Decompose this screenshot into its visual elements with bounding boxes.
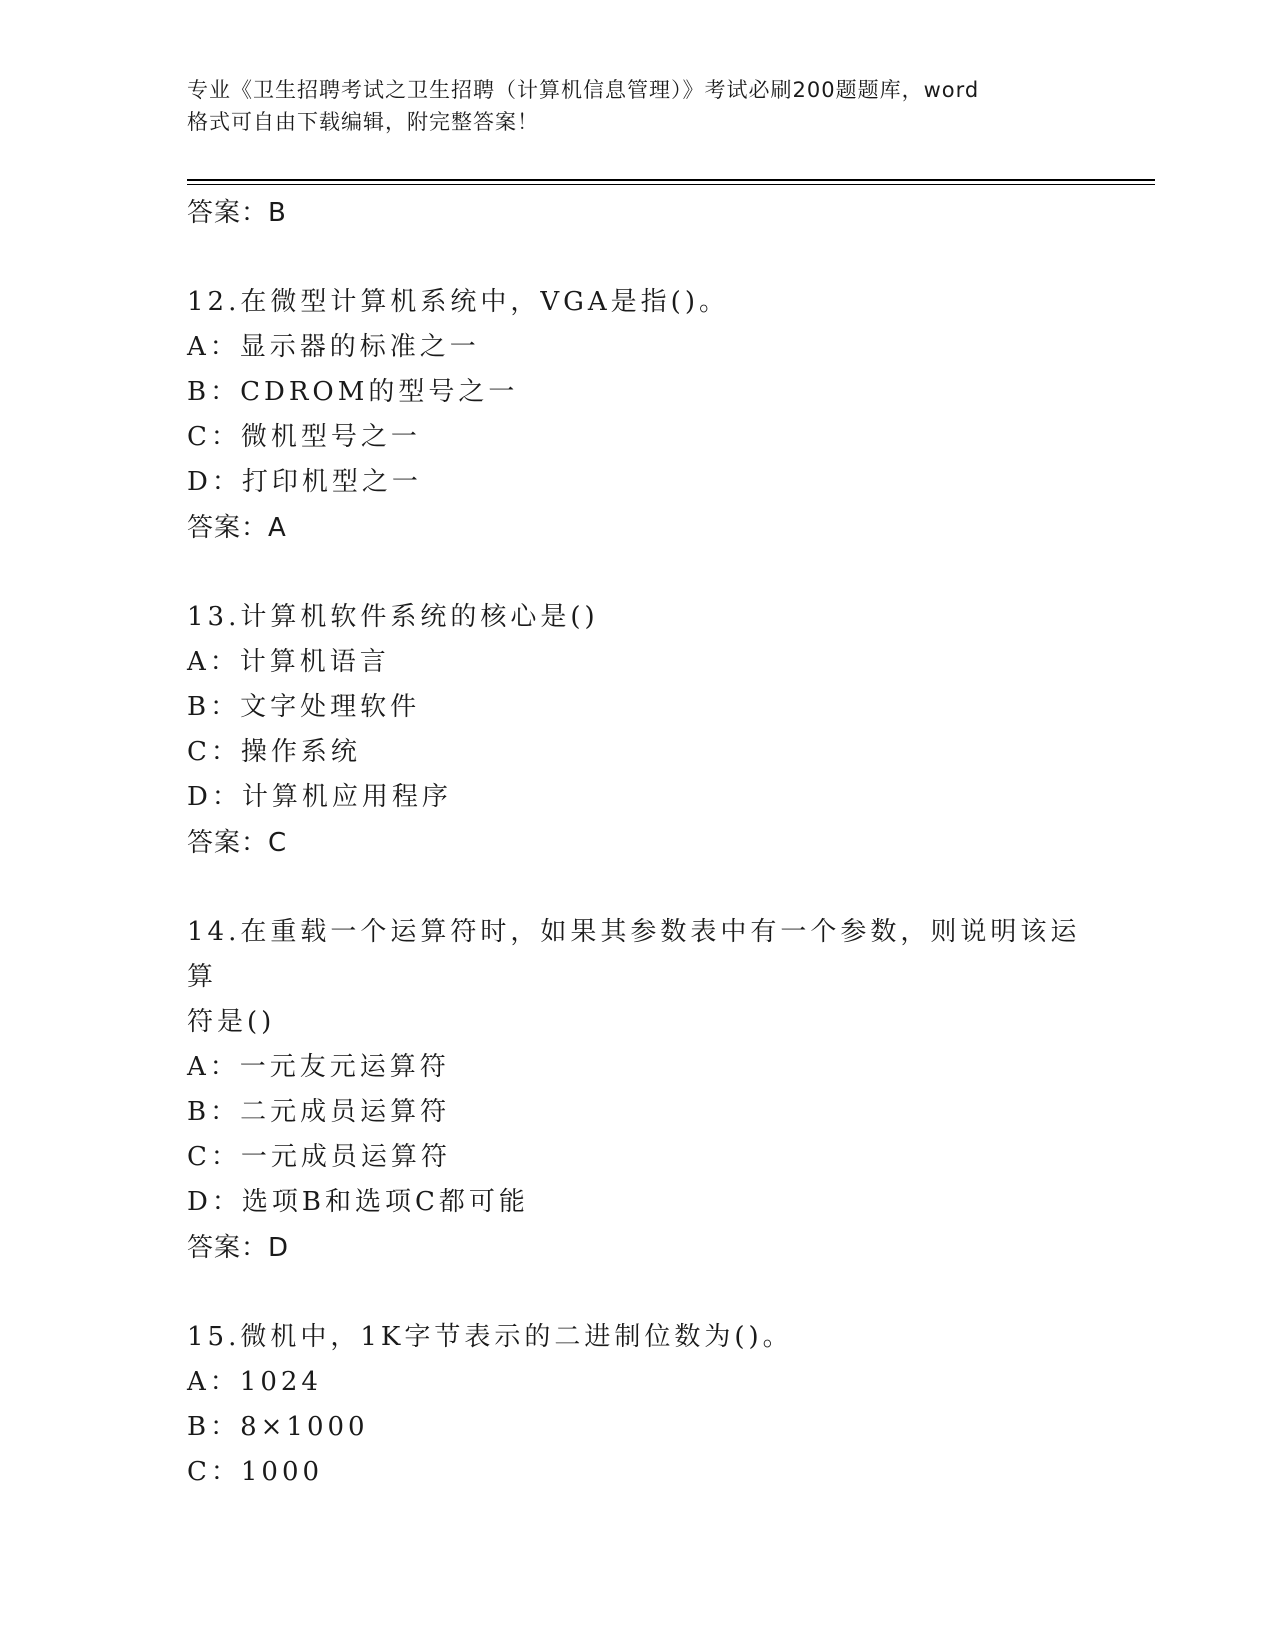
question-13 [187,595,1107,866]
answer-line: 答案：A [187,513,287,543]
question-15 [187,1315,1107,1495]
question-stem: 13.计算机软件系统的核心是() [187,602,599,632]
option-d: D：计算机应用程序 [187,782,452,812]
option-c: C：1000 [187,1457,324,1487]
option-b: B：8×1000 [187,1412,369,1442]
question-stem-continued: 符是() [187,1007,276,1037]
answer-line: 答案：B [187,198,287,228]
header-rule-thick [187,179,1155,181]
option-d: D：打印机型之一 [187,467,422,497]
option-a: A：计算机语言 [187,647,390,677]
option-a: A：一元友元运算符 [187,1052,450,1082]
option-b: B：二元成员运算符 [187,1097,451,1127]
question-stem: 15.微机中，1K字节表示的二进制位数为()。 [187,1322,793,1352]
answer-line: 答案：D [187,1233,290,1263]
option-d: D：选项B和选项C都可能 [187,1187,529,1217]
answer-line: 答案：C [187,828,288,858]
option-a: A：显示器的标准之一 [187,332,480,362]
option-a: A：1024 [187,1367,322,1397]
header-line-1: 专业《卫生招聘考试之卫生招聘（计算机信息管理）》考试必刷200题题库，word [187,78,980,102]
question-12 [187,280,1107,551]
option-c: C：一元成员运算符 [187,1142,451,1172]
option-c: C：操作系统 [187,737,361,767]
question-14 [187,910,1107,1271]
header-rule-thin [187,184,1155,185]
document-header [187,74,1087,138]
option-b: B：CDROM的型号之一 [187,377,519,407]
option-c: C：微机型号之一 [187,422,421,452]
header-line-2: 格式可自由下载编辑，附完整答案！ [187,110,539,134]
document-body [187,190,1107,1495]
question-stem: 12.在微型计算机系统中，VGA是指()。 [187,287,729,317]
question-stem: 14.在重载一个运算符时，如果其参数表中有一个参数，则说明该运算 [187,917,1081,992]
option-b: B：文字处理软件 [187,692,421,722]
